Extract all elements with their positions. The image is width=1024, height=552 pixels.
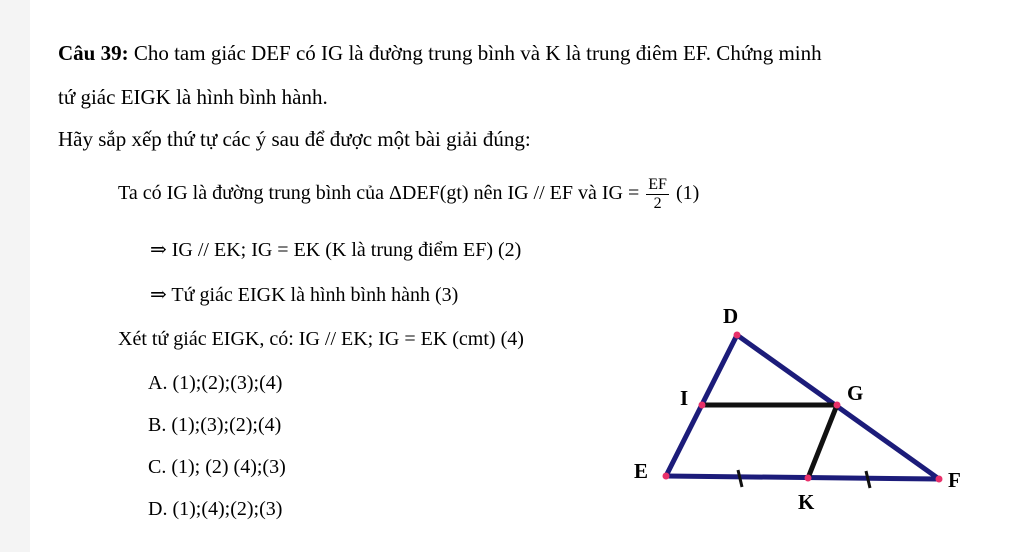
- label-e: E: [634, 459, 649, 483]
- document-page: [30, 0, 1024, 552]
- triangle-figure: [30, 0, 1024, 552]
- option-letter: C.: [148, 456, 167, 478]
- point-k: [805, 475, 812, 482]
- tick-mark-kf: [866, 471, 870, 488]
- label-f: F: [948, 468, 961, 492]
- option-letter: A.: [148, 372, 168, 394]
- step-1-pre: Ta có IG là đường trung bình của ΔDEF(gt) nên IG // EF và IG =: [118, 182, 645, 205]
- question-label: Câu 39:: [58, 41, 129, 65]
- option-text: (1);(4);(2);(3): [172, 498, 283, 520]
- instruction-text: Hãy sắp xếp thứ tự các ý sau để được một bài giải đúng:: [58, 127, 531, 151]
- point-e: [663, 473, 670, 480]
- question-text-2: tứ giác EIGK là hình bình hành.: [58, 85, 328, 109]
- point-g: [834, 402, 841, 409]
- fraction-numerator: EF: [648, 176, 667, 193]
- label-k: K: [798, 490, 815, 514]
- point-d: [734, 332, 741, 339]
- label-g: G: [847, 381, 864, 405]
- question-text-1: Cho tam giác DEF có IG là đường trung bình và K là trung điêm EF. Chứng minh: [133, 41, 822, 65]
- option-letter: B.: [148, 414, 167, 436]
- fraction-denominator: 2: [653, 195, 662, 212]
- option-text: (1);(3);(2);(4): [171, 414, 282, 436]
- label-d: D: [723, 304, 739, 328]
- option-text: (1); (2) (4);(3): [171, 456, 286, 478]
- segment-gk: [808, 405, 837, 478]
- step-3: ⇒ Tứ giác EIGK là hình bình hành (3): [150, 284, 459, 306]
- point-i: [699, 402, 706, 409]
- option-text: (1);(2);(3);(4): [172, 372, 283, 394]
- step-1-post: (1): [670, 182, 700, 205]
- point-f: [936, 476, 943, 483]
- label-i: I: [680, 386, 689, 410]
- tick-mark-ek: [738, 470, 742, 487]
- option-letter: D.: [148, 498, 168, 520]
- step-4: Xét tứ giác EIGK, có: IG // EK; IG = EK (cmt) (4): [118, 328, 524, 350]
- side-ef: [666, 476, 939, 479]
- step-2: ⇒ IG // EK; IG = EK (K là trung điểm EF) (2): [150, 239, 522, 261]
